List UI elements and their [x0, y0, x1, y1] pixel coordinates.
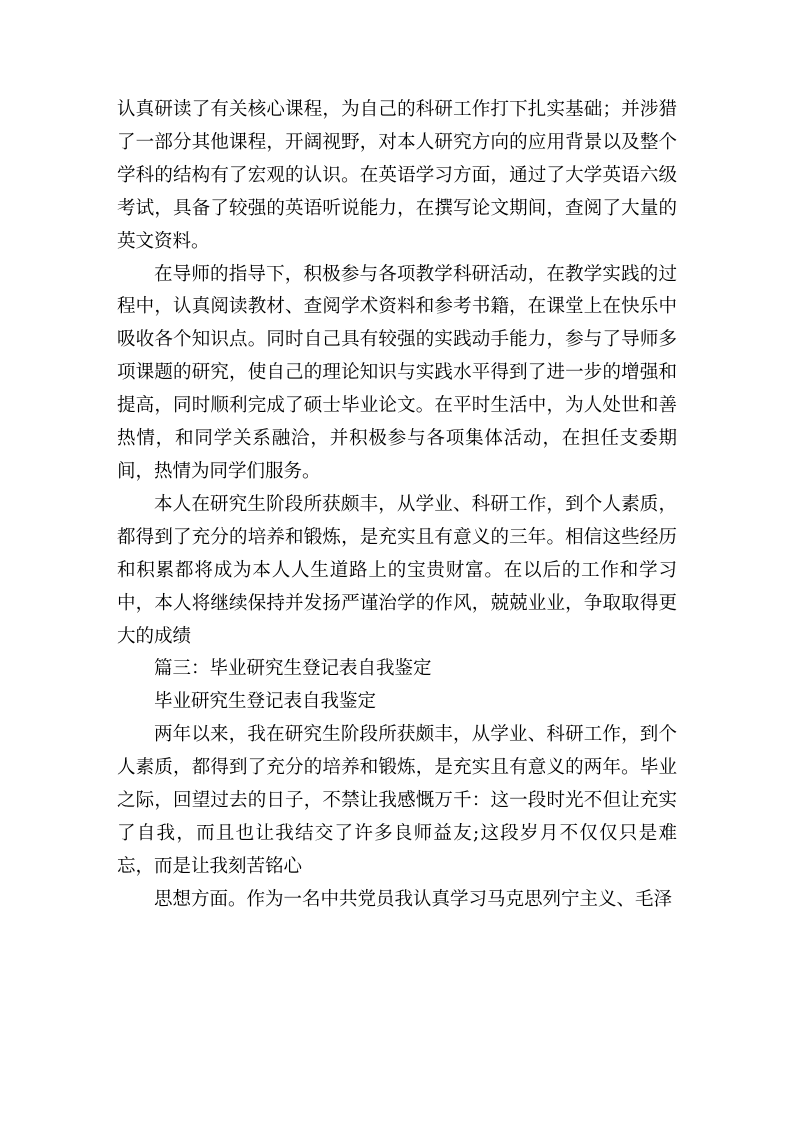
section-heading: 篇三：毕业研究生登记表自我鉴定	[154, 658, 432, 680]
paragraph-two-years: 两年以来，我在研究生阶段所获颇丰，从学业、科研工作，到个人素质，都得到了充分的培养和锻炼，是充实且有意义的两年。毕业之际，回望过去的日子，不禁让我感慨万千：这一段时光不但让充实了自我，而且也让我结交了许多良师益友;这段岁月不仅仅只是难忘，而是让我刻苦铭心	[117, 724, 677, 877]
paragraph-research-practice: 在导师的指导下，积极参与各项教学科研活动，在教学实践的过程中，认真阅读教材、查阅学术资料和参考书籍，在课堂上在快乐中吸收各个知识点。同时自己具有较强的实践动手能力，参与了导师多项课题的研究，使自己的理论知识与实践水平得到了进一步的增强和提高，同时顺利完成了硕士毕业论文。在平时生活中，为人处世和善热情，和同学关系融洽，并积极参与各项集体活动，在担任支委期间，热情为同学们服务。	[117, 263, 677, 482]
paragraph-summary: 本人在研究生阶段所获颇丰，从学业、科研工作，到个人素质，都得到了充分的培养和锻炼，是充实且有意义的三年。相信这些经历和积累都将成为本人人生道路上的宝贵财富。在以后的工作和学习中，本人将继续保持并发扬严谨治学的作风，兢兢业业，争取取得更大的成绩	[117, 493, 677, 647]
paragraph-study: 认真研读了有关核心课程，为自己的科研工作打下扎实基础；并涉猎了一部分其他课程，开阔视野，对本人研究方向的应用背景以及整个学科的结构有了宏观的认识。在英语学习方面，通过了大学英语六级考试，具备了较强的英语听说能力，在撰写论文期间，查阅了大量的英文资料。	[117, 99, 677, 252]
paragraph-ideology: 思想方面。作为一名中共党员我认真学习马克思列宁主义、毛泽	[154, 888, 673, 910]
document-page	[117, 94, 677, 917]
section-title: 毕业研究生登记表自我鉴定	[154, 691, 377, 713]
